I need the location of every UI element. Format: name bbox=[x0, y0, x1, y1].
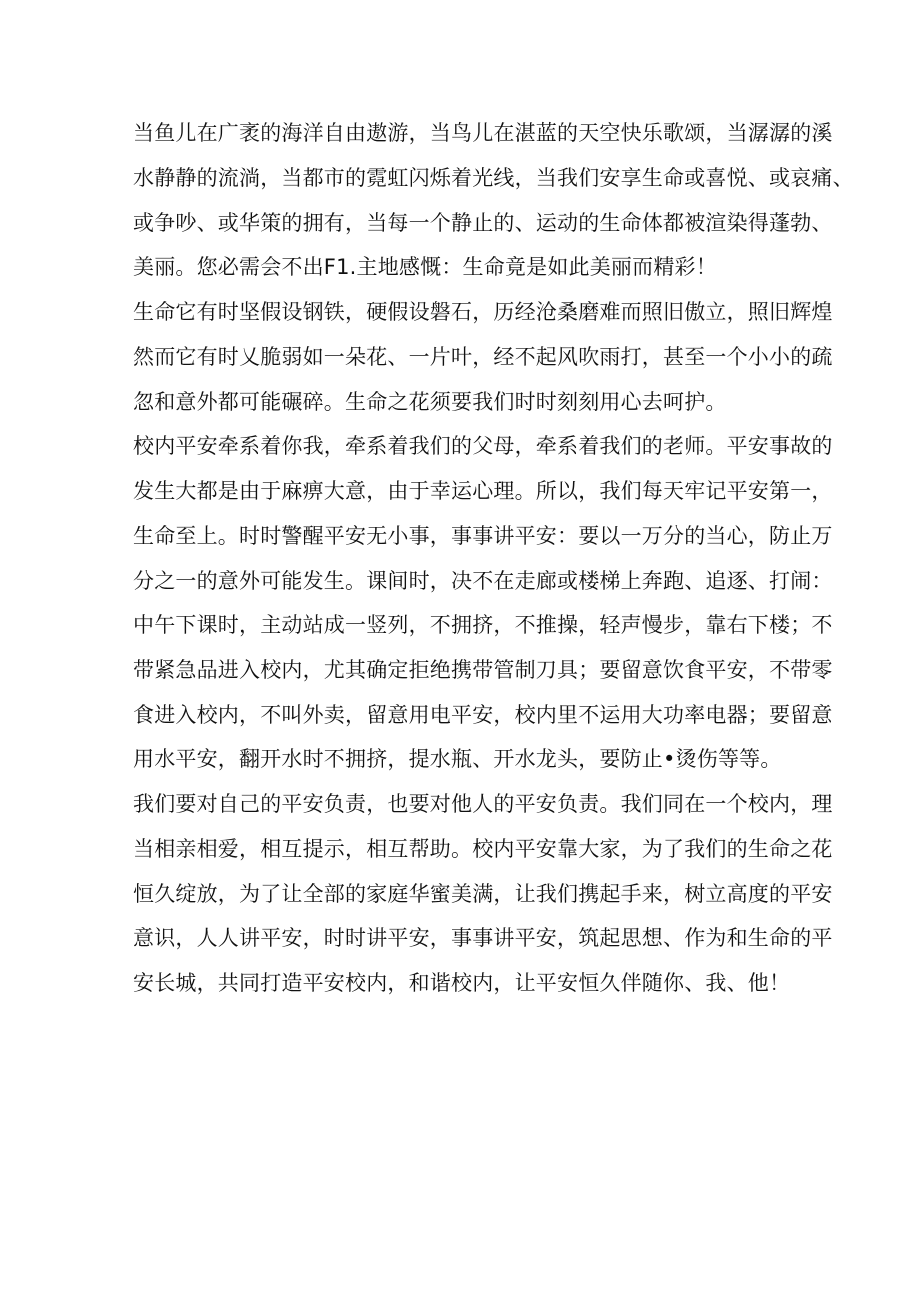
text-line: 分之一的意外可能发生。课间时，决不在走廊或楼梯上奔跑、追逐、打闹： bbox=[133, 569, 833, 593]
text-line: 当相亲相爱，相互提示，相互帮助。校内平安靠大家，为了我们的生命之花 bbox=[133, 837, 833, 861]
text-line: 校内平安牵系着你我，牵系着我们的父母，牵系着我们的老师。平安事故的 bbox=[133, 434, 833, 458]
text-line: 生命至上。时时警醒平安无小事，事事讲平安：要以一万分的当心，防止万 bbox=[133, 524, 833, 548]
text-line: 生命它有时坚假设钢铁，硬假设磐石，历经沧桑磨难而照旧傲立，照旧辉煌 bbox=[133, 300, 833, 324]
text-line: 忽和意外都可能碾碎。生命之花须要我们时时刻刻用心去呵护。 bbox=[133, 390, 727, 414]
text-line: 或争吵、或华策的拥有，当每一个静止的、运动的生命体都被渲染得蓬勃、 bbox=[133, 211, 833, 235]
text-line: 当鱼儿在广袤的海洋自由遨游，当鸟儿在湛蓝的天空快乐歌颂，当潺潺的溪 bbox=[133, 121, 833, 145]
text-line: 带紧急品进入校内，尤其确定拒绝携带管制刀具；要留意饮食平安，不带零 bbox=[133, 658, 833, 682]
text-line: 然而它有时乂脆弱如一朵花、一片叶，经不起风吹雨打，甚至一个小小的疏 bbox=[133, 345, 833, 369]
text-line: 水静静的流淌，当都市的霓虹闪烁着光线，当我们安享生命或喜悦、或哀痛、 bbox=[133, 166, 854, 190]
text-line: 恒久绽放，为了让全部的家庭华蜜美满，让我们携起手来，树立高度的平安 bbox=[133, 882, 833, 906]
text-line: 意识，人人讲平安，时时讲平安，事事讲平安，筑起思想、作为和生命的平 bbox=[133, 926, 833, 950]
text-line: 发生大都是由于麻痹大意，由于幸运心理。所以，我们每天牢记平安第一， bbox=[133, 479, 833, 503]
text-line: 中午下课时，主动站成一竖列，不拥挤，不推操，轻声慢步，靠右下楼；不 bbox=[133, 613, 833, 637]
text-line: 用水平安，翻开水时不拥挤，提水瓶、开水龙头，要防止•烫伤等等。 bbox=[133, 747, 782, 771]
text-line: 安长城，共同打造平安校内，和谐校内，让平安恒久伴随你、我、他！ bbox=[133, 971, 791, 995]
text-line: 我们要对自己的平安负责，也要对他人的平安负责。我们同在一个校内，理 bbox=[133, 792, 833, 816]
text-line: 食进入校内，不叫外卖，留意用电平安，校内里不运用大功率电器；要留意 bbox=[133, 703, 833, 727]
text-line: 美丽。您必需会不出F1.主地感慨：生命竟是如此美丽而精彩！ bbox=[133, 255, 717, 279]
